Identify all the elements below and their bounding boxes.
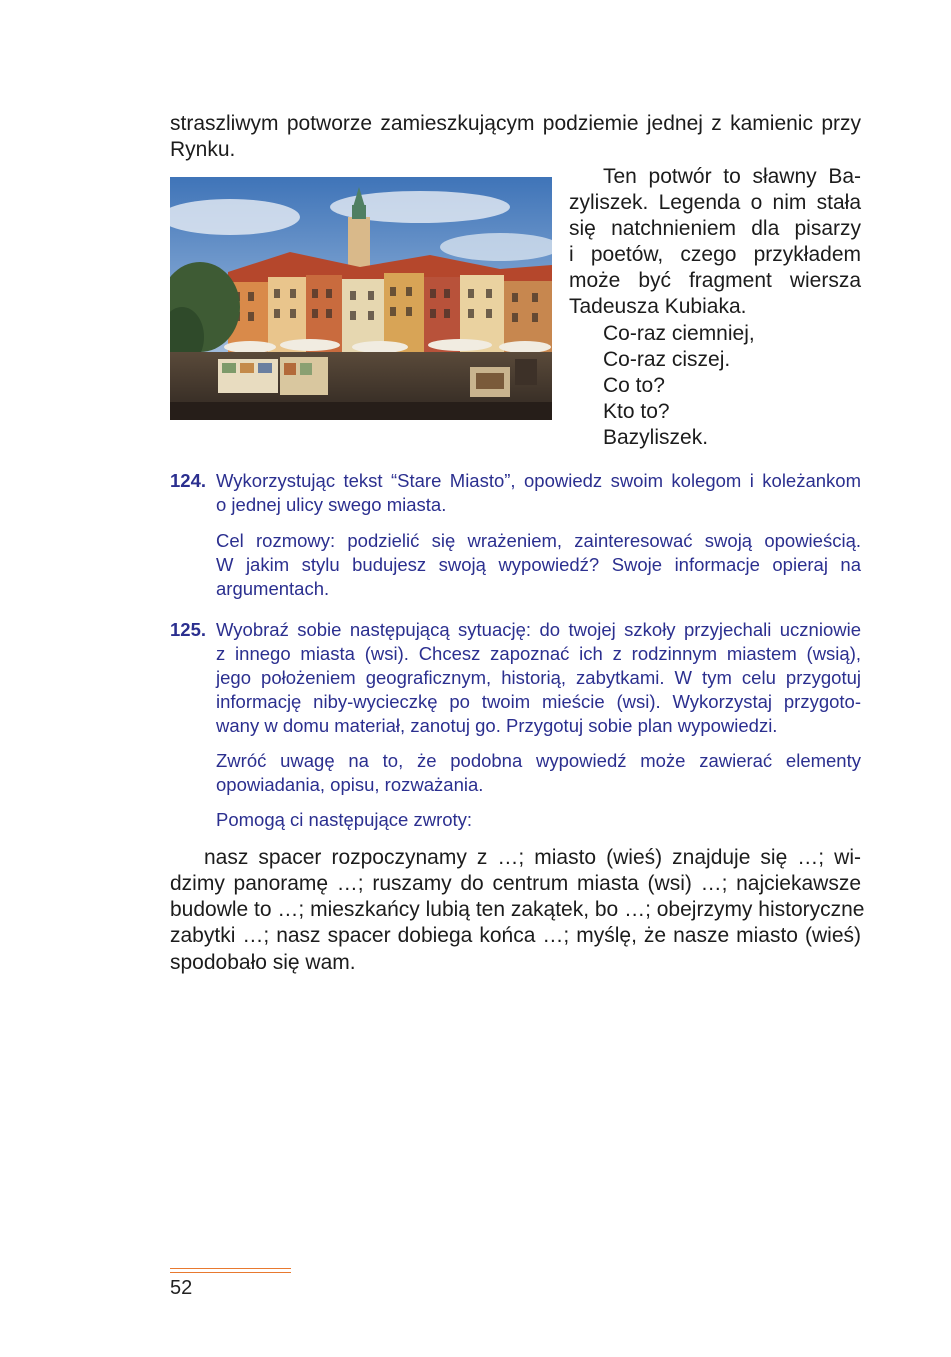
exercise-125-helper: Pomogą ci następujące zwroty:: [216, 809, 473, 830]
footer-rule-top: [170, 1268, 291, 1269]
side-text-line-2: zyliszek. Legenda o nim stała: [569, 191, 861, 214]
poem-line-3: Co to?: [603, 374, 665, 397]
intro-line-2: Rynku.: [170, 138, 236, 161]
side-text-line-3: się natchnieniem dla pisarzy: [569, 217, 861, 240]
side-text-line-5: może być fragment wiersza: [569, 269, 861, 292]
exercise-124-note-line-2: W jakim stylu budujesz swoją wypowiedź? Swoje informacje opieraj na: [216, 554, 861, 575]
phrases-line-5: spodobało się wam.: [170, 951, 356, 974]
exercise-125-note-line-2: opowiadania, opisu, rozważania.: [216, 774, 484, 795]
exercise-125-line-2: z innego miasta (wsi). Chcesz zapoznać ich z rodzinnym miastem (wsią),: [216, 643, 861, 664]
exercise-124-line-2: o jednej ulicy swego miasta.: [216, 494, 447, 515]
exercise-125-line-3: jego położeniem geograficznym, historią, zabytkami. W tym celu przygotuj: [216, 667, 861, 688]
side-text-line-4: i poetów, czego przykładem: [569, 243, 861, 266]
exercise-125-note-line-1: Zwróć uwagę na to, że podobna wypowiedź może zawierać elementy: [216, 750, 861, 771]
page-number: 52: [170, 1277, 193, 1299]
phrases-line-3: budowle to …; mieszkańcy lubią ten zakątek, bo …; obejrzymy historyczne: [170, 898, 865, 921]
exercise-124-note-line-3: argumentach.: [216, 578, 330, 599]
exercise-125-line-1: Wyobraź sobie następującą sytuację: do twojej szkoły przyjechali uczniowie: [216, 619, 861, 640]
exercise-125-line-4: informację niby-wycieczkę po twoim mieście (wsi). Wykorzystaj przygoto-: [216, 691, 861, 712]
exercise-125-number: 125.: [170, 619, 207, 640]
exercise-124-line-1: Wykorzystując tekst “Stare Miasto”, opowiedz swoim kolegom i koleżankom: [216, 470, 861, 491]
side-text-line-1: Ten potwór to sławny Ba-: [603, 165, 861, 188]
poem-line-5: Bazyliszek.: [603, 426, 709, 449]
old-town-photo: [170, 177, 552, 420]
poem-line-1: Co-raz ciemniej,: [603, 322, 755, 345]
phrases-line-2: dzimy panoramę …; ruszamy do centrum miasta (wsi) …; najciekawsze: [170, 872, 861, 895]
footer-rule-bottom: [170, 1272, 291, 1273]
poem-line-4: Kto to?: [603, 400, 670, 423]
exercise-124-note-line-1: Cel rozmowy: podzielić się wrażeniem, zainteresować swoją opowieścią.: [216, 530, 861, 551]
poem-line-2: Co-raz ciszej.: [603, 348, 731, 371]
intro-line-1: straszliwym potworze zamieszkującym podziemie jednej z kamienic przy: [170, 112, 861, 135]
phrases-line-1: nasz spacer rozpoczynamy z …; miasto (wieś) znajduje się …; wi-: [204, 846, 861, 869]
phrases-line-4: zabytki …; nasz spacer dobiega końca …; myślę, że nasze miasto (wieś): [170, 924, 861, 947]
exercise-124-number: 124.: [170, 470, 207, 491]
exercise-125-line-5: wany w domu materiał, zanotuj go. Przygotuj sobie plan wypowiedzi.: [216, 715, 778, 736]
side-text-line-6: Tadeusza Kubiaka.: [569, 295, 747, 318]
